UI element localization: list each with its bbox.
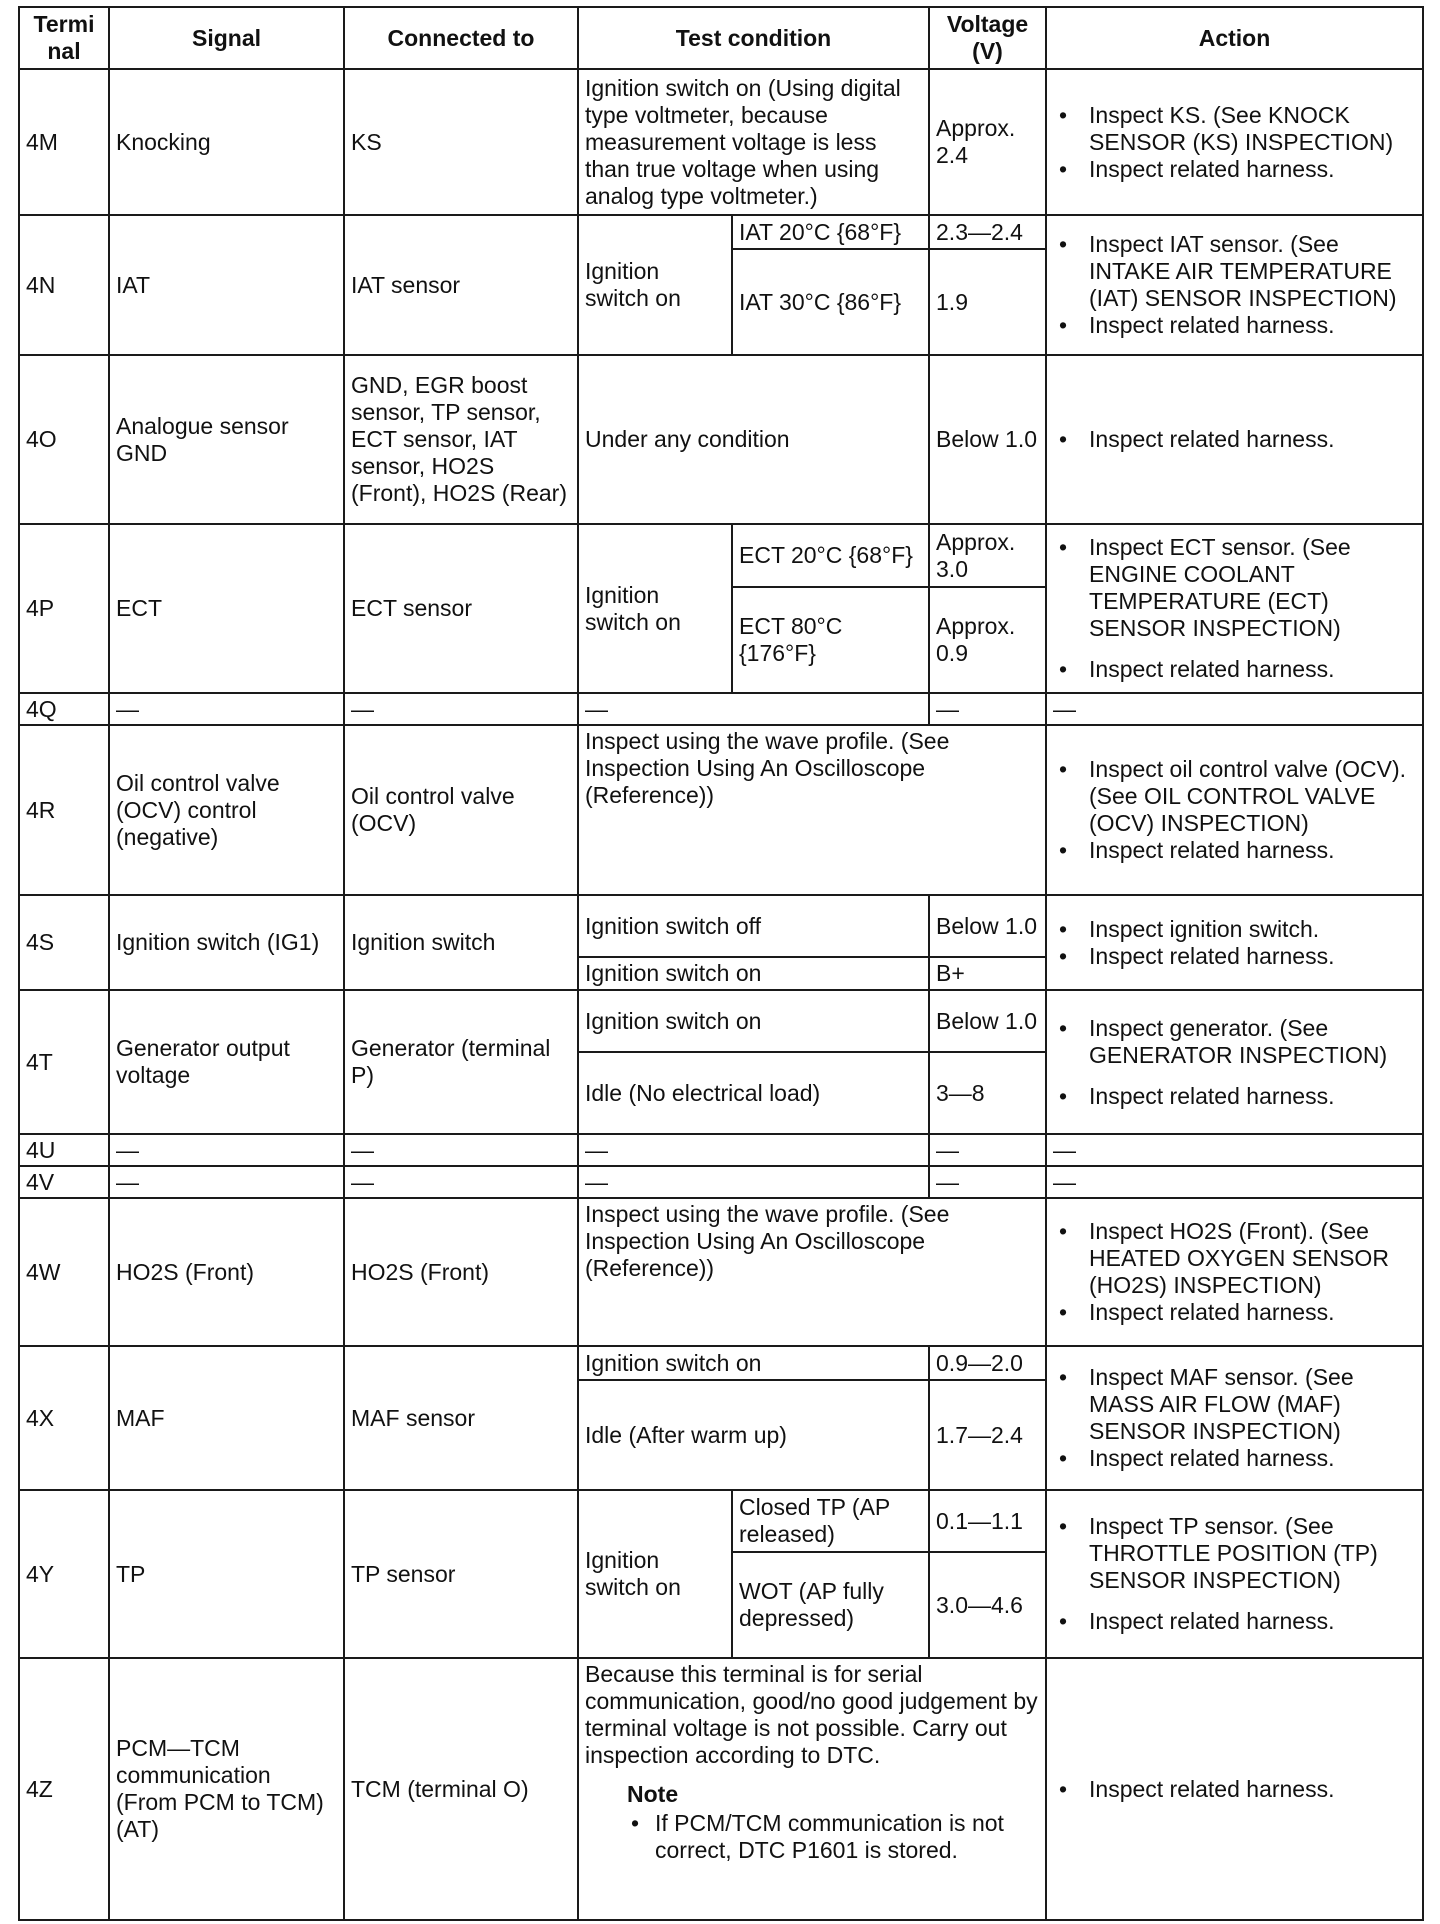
empty-cell: — xyxy=(578,1166,929,1198)
empty-cell: — xyxy=(929,693,1046,725)
signal-cell: Analogue sensor GND xyxy=(109,355,344,524)
test-condition-cell: Under any condition xyxy=(578,355,929,524)
action-cell xyxy=(1046,355,1423,524)
terminal-cell: 4R xyxy=(19,725,109,895)
signal-cell: MAF xyxy=(109,1346,344,1490)
voltage-cell: 1.9 xyxy=(929,249,1046,355)
action-item: • Inspect related harness. xyxy=(1053,837,1416,864)
action-item: • Inspect related harness. xyxy=(1053,1083,1416,1110)
action-cell xyxy=(1046,725,1423,895)
action-item: • Inspect related harness. xyxy=(1053,1299,1416,1326)
table-row xyxy=(19,524,1423,587)
action-item: • Inspect KS. (See KNOCK SENSOR (KS) INSPECTION) xyxy=(1053,102,1416,156)
note-heading: Note xyxy=(627,1781,679,1807)
voltage-cell: 3.0—4.6 xyxy=(929,1552,1046,1658)
test-condition-cell: Idle (After warm up) xyxy=(578,1380,929,1490)
table-row xyxy=(19,1134,1423,1166)
table-row xyxy=(19,1166,1423,1198)
test-condition-cell: Inspect using the wave profile. (See Inspection Using An Oscilloscope (Reference)) xyxy=(578,1198,1046,1346)
signal-cell: TP xyxy=(109,1490,344,1658)
sub-condition-cell: IAT 30°C {86°F} xyxy=(732,249,929,355)
voltage-cell: Below 1.0 xyxy=(929,895,1046,957)
test-condition-cell: Ignition switch on xyxy=(578,524,732,693)
header-signal: Signal xyxy=(109,7,344,69)
empty-cell: — xyxy=(109,1134,344,1166)
action-item: • Inspect related harness. xyxy=(1053,426,1416,453)
empty-cell: — xyxy=(344,1166,578,1198)
sub-condition-cell: ECT 80°C {176°F} xyxy=(732,587,929,693)
voltage-cell: 3—8 xyxy=(929,1052,1046,1134)
table-row xyxy=(19,69,1423,215)
serial-communication-text: Because this terminal is for serial communication, good/no good judgement by terminal voltage is not possible. Carry out inspection according to DTC. xyxy=(585,1661,1038,1768)
empty-cell: — xyxy=(344,1134,578,1166)
action-item: • Inspect generator. (See GENERATOR INSPECTION) xyxy=(1053,1015,1416,1069)
connected-cell: TP sensor xyxy=(344,1490,578,1658)
terminal-cell: 4Z xyxy=(19,1658,109,1920)
empty-cell: — xyxy=(109,693,344,725)
table-row xyxy=(19,895,1423,957)
action-cell xyxy=(1046,215,1423,355)
table-row xyxy=(19,355,1423,524)
pcm-terminal-voltage-table xyxy=(18,6,1424,1921)
table-row xyxy=(19,725,1423,895)
voltage-cell: Approx. 3.0 xyxy=(929,524,1046,587)
empty-cell: — xyxy=(578,693,929,725)
voltage-cell: Approx. 2.4 xyxy=(929,69,1046,215)
terminal-cell: 4P xyxy=(19,524,109,693)
voltage-cell: Approx. 0.9 xyxy=(929,587,1046,693)
signal-cell: Ignition switch (IG1) xyxy=(109,895,344,990)
empty-cell: — xyxy=(929,1166,1046,1198)
action-item: • Inspect IAT sensor. (See INTAKE AIR TEMPERATURE (IAT) SENSOR INSPECTION) xyxy=(1053,231,1416,312)
voltage-cell: Below 1.0 xyxy=(929,355,1046,524)
terminal-cell: 4N xyxy=(19,215,109,355)
terminal-cell: 4M xyxy=(19,69,109,215)
terminal-cell: 4T xyxy=(19,990,109,1134)
test-condition-cell: Ignition switch on xyxy=(578,1490,732,1658)
signal-cell: Generator output voltage xyxy=(109,990,344,1134)
action-cell xyxy=(1046,524,1423,693)
terminal-cell: 4O xyxy=(19,355,109,524)
terminal-cell: 4Q xyxy=(19,693,109,725)
test-condition-cell: Idle (No electrical load) xyxy=(578,1052,929,1134)
signal-cell: Knocking xyxy=(109,69,344,215)
terminal-cell: 4U xyxy=(19,1134,109,1166)
test-condition-cell: Ignition switch on xyxy=(578,957,929,990)
connected-cell: Ignition switch xyxy=(344,895,578,990)
sub-condition-cell: Closed TP (AP released) xyxy=(732,1490,929,1552)
connected-cell: Generator (terminal P) xyxy=(344,990,578,1134)
action-cell xyxy=(1046,990,1423,1134)
test-condition-cell: Ignition switch on xyxy=(578,1346,929,1380)
connected-cell: GND, EGR boost sensor, TP sensor, ECT sensor, IAT sensor, HO2S (Front), HO2S (Rear) xyxy=(344,355,578,524)
voltage-cell: 1.7—2.4 xyxy=(929,1380,1046,1490)
empty-cell: — xyxy=(1046,693,1423,725)
signal-cell: ECT xyxy=(109,524,344,693)
action-item: • Inspect ignition switch. xyxy=(1053,916,1416,943)
signal-cell: IAT xyxy=(109,215,344,355)
action-item: • Inspect HO2S (Front). (See HEATED OXYGEN SENSOR (HO2S) INSPECTION) xyxy=(1053,1218,1416,1299)
signal-cell: PCM—TCM communication (From PCM to TCM) (AT) xyxy=(109,1658,344,1920)
action-item: • Inspect related harness. xyxy=(1053,656,1416,683)
table-row xyxy=(19,1490,1423,1552)
action-cell xyxy=(1046,69,1423,215)
action-cell xyxy=(1046,1346,1423,1490)
test-condition-cell xyxy=(578,1658,1046,1920)
header-action: Action xyxy=(1046,7,1423,69)
signal-cell: Oil control valve (OCV) control (negative) xyxy=(109,725,344,895)
action-item: • Inspect TP sensor. (See THROTTLE POSITION (TP) SENSOR INSPECTION) xyxy=(1053,1513,1416,1594)
table-row xyxy=(19,1198,1423,1346)
connected-cell: KS xyxy=(344,69,578,215)
header-voltage: Voltage (V) xyxy=(929,7,1046,69)
empty-cell: — xyxy=(1046,1134,1423,1166)
header-row xyxy=(19,7,1423,69)
action-item: • Inspect related harness. xyxy=(1053,1445,1416,1472)
action-item: • Inspect related harness. xyxy=(1053,156,1416,183)
connected-cell: TCM (terminal O) xyxy=(344,1658,578,1920)
action-item: • Inspect oil control valve (OCV). (See OIL CONTROL VALVE (OCV) INSPECTION) xyxy=(1053,756,1416,837)
connected-cell: IAT sensor xyxy=(344,215,578,355)
action-item: • Inspect related harness. xyxy=(1053,312,1416,339)
test-condition-cell: Inspect using the wave profile. (See Inspection Using An Oscilloscope (Reference)) xyxy=(578,725,1046,895)
action-cell xyxy=(1046,1658,1423,1920)
test-condition-cell: Ignition switch on xyxy=(578,215,732,355)
voltage-cell: 0.1—1.1 xyxy=(929,1490,1046,1552)
connected-cell: ECT sensor xyxy=(344,524,578,693)
test-condition-cell: Ignition switch on (Using digital type voltmeter, because measurement voltage is less than true voltage when using analog type voltmeter.) xyxy=(578,69,929,215)
action-item: • Inspect related harness. xyxy=(1053,943,1416,970)
sub-condition-cell: IAT 20°C {68°F} xyxy=(732,215,929,249)
table-row xyxy=(19,1658,1423,1920)
action-item: • Inspect ECT sensor. (See ENGINE COOLANT TEMPERATURE (ECT) SENSOR INSPECTION) xyxy=(1053,534,1416,642)
note-item: • If PCM/TCM communication is not correct, DTC P1601 is stored. xyxy=(585,1810,1039,1864)
table-row xyxy=(19,693,1423,725)
table-row xyxy=(19,1346,1423,1380)
action-cell xyxy=(1046,895,1423,990)
empty-cell: — xyxy=(578,1134,929,1166)
action-item: • Inspect related harness. xyxy=(1053,1608,1416,1635)
connected-cell: MAF sensor xyxy=(344,1346,578,1490)
empty-cell: — xyxy=(929,1134,1046,1166)
action-item: • Inspect MAF sensor. (See MASS AIR FLOW (MAF) SENSOR INSPECTION) xyxy=(1053,1364,1416,1445)
header-test-condition: Test condition xyxy=(578,7,929,69)
terminal-cell: 4Y xyxy=(19,1490,109,1658)
voltage-cell: Below 1.0 xyxy=(929,990,1046,1052)
voltage-cell: B+ xyxy=(929,957,1046,990)
action-cell xyxy=(1046,1490,1423,1658)
action-cell xyxy=(1046,1198,1423,1346)
empty-cell: — xyxy=(1046,1166,1423,1198)
action-item: • Inspect related harness. xyxy=(1053,1776,1416,1803)
test-condition-cell: Ignition switch off xyxy=(578,895,929,957)
terminal-cell: 4S xyxy=(19,895,109,990)
test-condition-cell: Ignition switch on xyxy=(578,990,929,1052)
terminal-cell: 4W xyxy=(19,1198,109,1346)
signal-cell: HO2S (Front) xyxy=(109,1198,344,1346)
sub-condition-cell: ECT 20°C {68°F} xyxy=(732,524,929,587)
sub-condition-cell: WOT (AP fully depressed) xyxy=(732,1552,929,1658)
empty-cell: — xyxy=(109,1166,344,1198)
terminal-cell: 4X xyxy=(19,1346,109,1490)
voltage-cell: 0.9—2.0 xyxy=(929,1346,1046,1380)
table-row xyxy=(19,990,1423,1052)
voltage-cell: 2.3—2.4 xyxy=(929,215,1046,249)
connected-cell: Oil control valve (OCV) xyxy=(344,725,578,895)
header-terminal: Termi nal xyxy=(19,7,109,69)
empty-cell: — xyxy=(344,693,578,725)
terminal-cell: 4V xyxy=(19,1166,109,1198)
header-connected-to: Connected to xyxy=(344,7,578,69)
table-row xyxy=(19,215,1423,249)
connected-cell: HO2S (Front) xyxy=(344,1198,578,1346)
terminal-voltage-sheet xyxy=(18,6,1422,1921)
